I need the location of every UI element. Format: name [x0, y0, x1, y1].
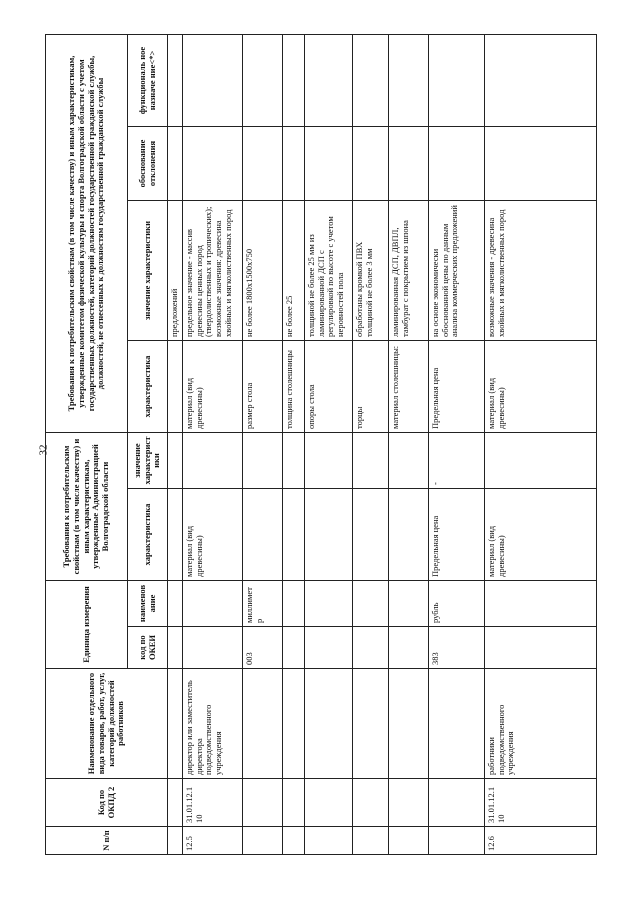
admin-characteristic: материал (вид древесины) — [484, 489, 596, 581]
comm-value: возможные значения - древесина хвойных и мягколиственных пород — [484, 201, 596, 341]
row-number: 12.5 — [182, 827, 242, 855]
header-req-committee: Требования к потребительским свойствам (в том числе качеству) и иным характеристикам, утвержденные комитетом физической культуры и спорта Волгоградской области с учетом государственных должностей, категорий должностей государственной гражданской службы, должностей, не отнесенных к должностям государственной гражданской службы — [46, 34, 128, 432]
header-unit-code: код по ОКЕИ — [128, 627, 168, 669]
comm-value: не более 1800х1500х750 — [242, 201, 282, 341]
comm-value: предельное значение - массив древесины ценных пород (твердолиственных и тропических); возможные значения: древесина хвойных и мягколиственных пород — [182, 201, 242, 341]
okei-code: 003 — [242, 627, 282, 669]
header-okpd: Код по ОКПД 2 — [46, 779, 168, 827]
header-comm-val: значение характеристики — [128, 201, 168, 341]
position-name: работники подведомственного учреждения — [484, 669, 596, 779]
header-n: N п/п — [46, 827, 168, 855]
header-name: Наименование отдельного вида товаров, работ, услуг, категорий должностей работников — [46, 669, 168, 779]
table-row — [352, 34, 388, 854]
comm-characteristic: Предельная цена — [428, 341, 484, 433]
header-comm-just: обоснование отклонения — [128, 127, 168, 201]
row-number: 12.6 — [484, 827, 596, 855]
header-comm-char: характеристика — [128, 341, 168, 433]
unit-name: миллимет р — [242, 581, 282, 627]
table-row — [388, 34, 428, 854]
table-row — [182, 34, 242, 854]
rotated-table-area — [45, 35, 597, 855]
header-comm-func: функциональ ное назначе ние<*> — [128, 34, 168, 126]
table-row — [428, 34, 484, 854]
header-unit-name: наименов ание — [128, 581, 168, 627]
comm-value: не более 25 — [282, 201, 304, 341]
admin-characteristic: Предельная цена — [428, 489, 484, 581]
comm-characteristic: материал (вид древесины) — [182, 341, 242, 433]
header-admin-val: значение характерист ики — [128, 433, 168, 489]
comm-characteristic: материал столешницы: — [388, 341, 428, 433]
position-name: директор или заместитель директора подведомственного учреждения — [182, 669, 242, 779]
requirements-table-sheet — [45, 35, 597, 855]
admin-value: - — [428, 433, 484, 489]
comm-value: ламинированная ДСП, ДВПЛ, тамбурат с покрытием из шпона — [388, 201, 428, 341]
okei-code: 383 — [428, 627, 484, 669]
comm-characteristic: толщина столешницы — [282, 341, 304, 433]
comm-characteristic: размер стола — [242, 341, 282, 433]
table-row — [304, 34, 352, 854]
okpd-code: 31.01.12.1 10 — [182, 779, 242, 827]
requirements-table — [45, 34, 597, 855]
comm-value: на основе экономически обоснованной цены по данным анализа коммерческих предложений — [428, 201, 484, 341]
table-row — [242, 34, 282, 854]
comm-characteristic: материал (вид древесины) — [484, 341, 596, 433]
header-admin-char: характеристика — [128, 489, 168, 581]
page-number: 32 — [37, 444, 50, 456]
header-unit: Единица измерения — [46, 581, 128, 669]
table-row — [484, 34, 596, 854]
comm-value: обработаны кромкой ПВХ толщиной не более 3 мм — [352, 201, 388, 341]
table-row — [282, 34, 304, 854]
header-req-admin: Требования к потребительским свойствам (в том числе качеству) и иным характеристикам, утвержденные Администрацией Волгоградской области — [46, 433, 128, 581]
unit-name: рубль — [428, 581, 484, 627]
comm-value: толщиной не более 25 мм из ламинированной ДСП с регулировкой по высоте с учетом неровностей пола — [304, 201, 352, 341]
comm-characteristic: торцы — [352, 341, 388, 433]
cell-value: предложений — [168, 201, 183, 341]
okpd-code: 31.01.12.1 10 — [484, 779, 596, 827]
table-row — [168, 34, 183, 854]
admin-characteristic: материал (вид древесины) — [182, 489, 242, 581]
comm-characteristic: опоры стола — [304, 341, 352, 433]
